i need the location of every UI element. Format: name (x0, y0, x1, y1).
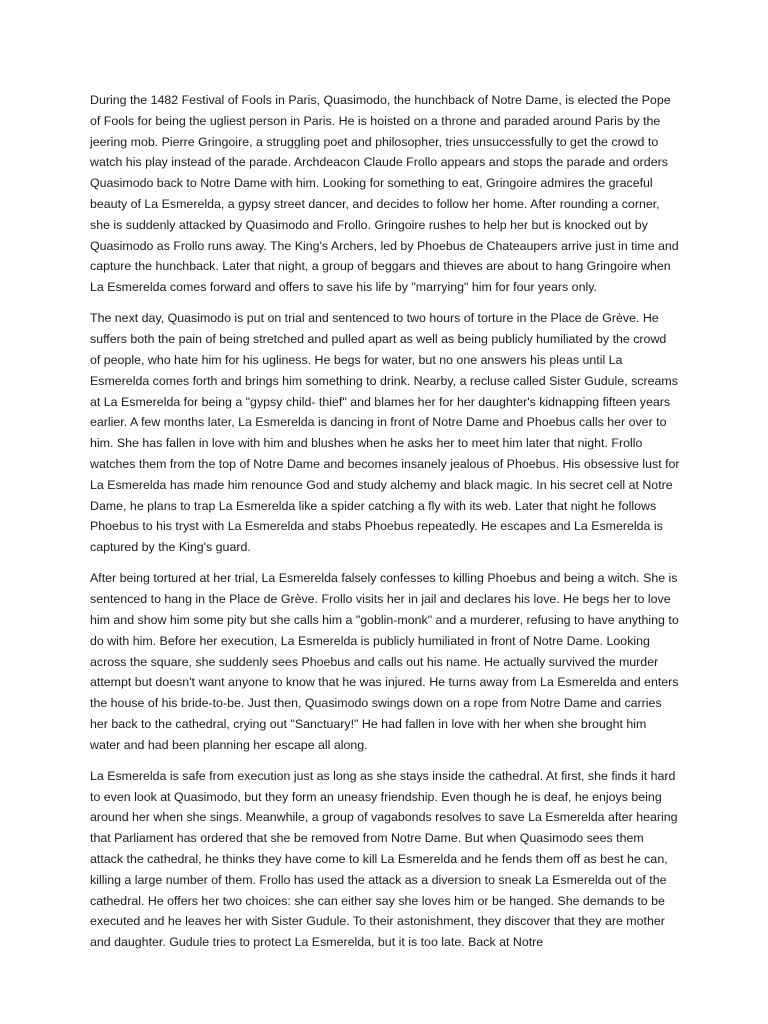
document-body (90, 90, 680, 963)
paragraph-2: The next day, Quasimodo is put on trial and sentenced to two hours of torture in the Place de Grève. He suffers both the pain of being stretched and pulled apart as well as being publicly humiliated by the crowd of people, who hate him for his ugliness. He begs for water, but no one answers his pleas until La Esmerelda comes forth and brings him something to drink. Nearby, a recluse called Sister Gudule, screams at La Esmerelda for being a "gypsy child- thief" and blames her for her daughter's kidnapping fifteen years earlier. A few months later, La Esmerelda is dancing in front of Notre Dame and Phoebus calls her over to him. She has fallen in love with him and blushes when he asks her to meet him later that night. Frollo watches them from the top of Notre Dame and becomes insanely jealous of Phoebus. His obsessive lust for La Esmerelda has made him renounce God and study alchemy and black magic. In his secret cell at Notre Dame, he plans to trap La Esmerelda like a spider catching a fly with its web. Later that night he follows Phoebus to his tryst with La Esmerelda and stabs Phoebus repeatedly. He escapes and La Esmerelda is captured by the King's guard. (90, 311, 680, 555)
paragraph-1: During the 1482 Festival of Fools in Paris, Quasimodo, the hunchback of Notre Dame, is elected the Pope of Fools for being the ugliest person in Paris. He is hoisted on a throne and paraded around Paris by the jeering mob. Pierre Gringoire, a struggling poet and philosopher, tries unsuccessfully to get the crowd to watch his play instead of the parade. Archdeacon Claude Frollo appears and stops the parade and orders Quasimodo back to Notre Dame with him. Looking for something to eat, Gringoire admires the graceful beauty of La Esmerelda, a gypsy street dancer, and decides to follow her home. After rounding a corner, she is suddenly attacked by Quasimodo and Frollo. Gringoire rushes to help her but is knocked out by Quasimodo as Frollo runs away. The King's Archers, led by Phoebus de Chateaupers arrive just in time and capture the hunchback. Later that night, a group of beggars and thieves are about to hang Gringoire when La Esmerelda comes forward and offers to save his life by "marrying" him for four years only. (90, 93, 679, 295)
paragraph-4: La Esmerelda is safe from execution just as long as she stays inside the cathedral. At first, she finds it hard to even look at Quasimodo, but they form an uneasy friendship. Even though he is deaf, he enjoys being around her when she sings. Meanwhile, a group of vagabonds resolves to save La Esmerelda after hearing that Parliament has ordered that she be removed from Notre Dame. But when Quasimodo sees them attack the cathedral, he thinks they have come to kill La Esmerelda and he fends them off as best he can, killing a large number of them. Frollo has used the attack as a diversion to sneak La Esmerelda out of the cathedral. He offers her two choices: she can either say she loves him or be hanged. She demands to be executed and he leaves her with Sister Gudule. To their astonishment, they discover that they are mother and daughter. Gudule tries to protect La Esmerelda, but it is too late. Back at Notre (90, 768, 678, 950)
paragraph-3: After being tortured at her trial, La Esmerelda falsely confesses to killing Phoebus and being a witch. She is sentenced to hang in the Place de Grève. Frollo visits her in jail and declares his love. He begs her to love him and show him some pity but she calls him a "goblin-monk" and a murderer, refusing to have anything to do with him. Before her execution, La Esmerelda is publicly humiliated in front of Notre Dame. Looking across the square, she suddenly sees Phoebus and calls out his name. He actually survived the murder attempt but doesn't want anyone to know that he was injured. He turns away from La Esmerelda and enters the house of his bride-to-be. Just then, Quasimodo swings down on a rope from Notre Dame and carries her back to the cathedral, crying out "Sanctuary!" He had fallen in love with her when she brought him water and had been planning her escape all along. (90, 571, 679, 752)
